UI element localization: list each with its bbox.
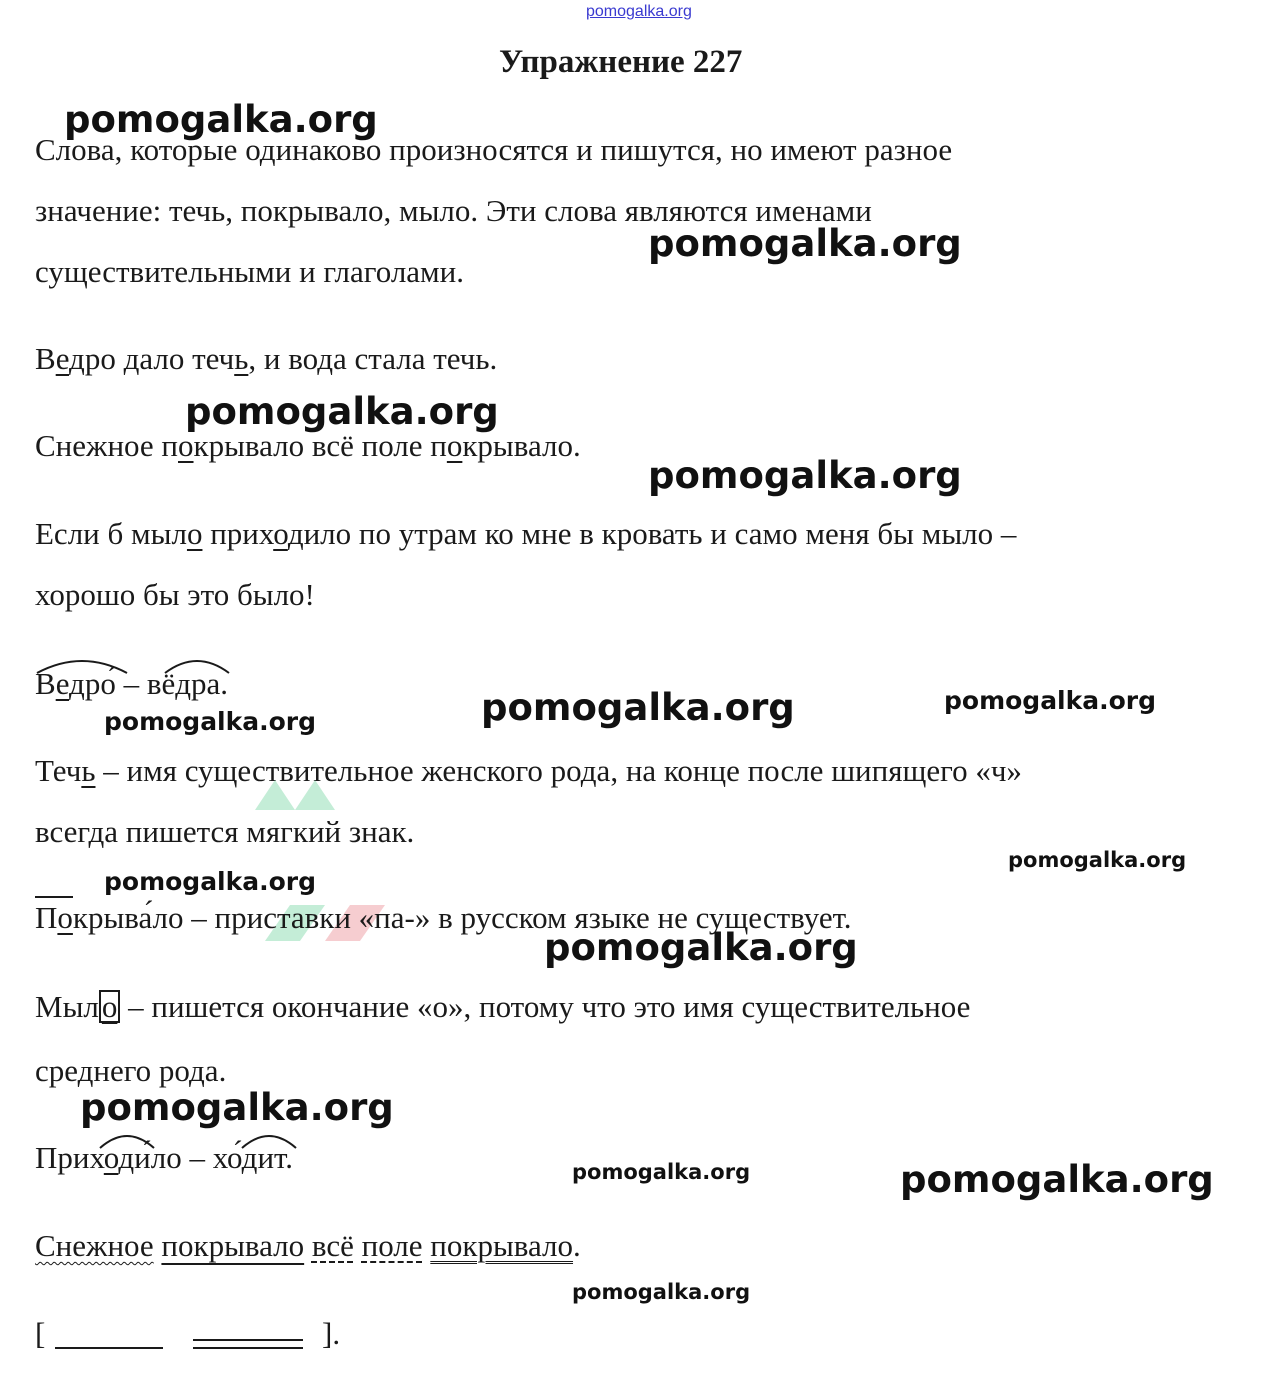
intro-line-3: существительными и глаголами. [35, 254, 465, 289]
watermark: pomogalka.org [1008, 848, 1187, 872]
sentence-vedro: Ведро дало течь, и вода стала течь. [35, 341, 498, 376]
watermark: pomogalka.org [944, 686, 1157, 715]
sentence-mylo-line-2: хорошо бы это было! [35, 577, 315, 612]
parse-word-4: поле [361, 1228, 423, 1263]
reasoning-pokryvalo: Покрыва́ло – приставки «па-» в русском языке не существует. [35, 900, 852, 935]
scheme-open-bracket: [ [35, 1316, 46, 1351]
reasoning-tech-line-1: Течь – имя существительное женского рода, на конце после шипящего «ч» [35, 753, 1022, 788]
sentence-mylo-line-1: Если б мыло приходило по утрам ко мне в кровать и само меня бы мыло – [35, 516, 1017, 551]
scheme-predicate-line-2 [193, 1347, 303, 1349]
ending-box: о [99, 990, 121, 1023]
intro-line-2: значение: течь, покрывало, мыло. Эти слова являются именами [35, 193, 872, 228]
watermark: pomogalka.org [900, 1158, 1214, 1201]
reasoning-tech-line-2: всегда пишется мягкий знак. [35, 814, 415, 849]
ghost-logo-icon [255, 780, 335, 810]
parse-word-3: всё [311, 1228, 354, 1263]
prefix-mark [35, 896, 73, 898]
watermark: pomogalka.org [481, 686, 795, 729]
watermark: pomogalka.org [185, 390, 499, 433]
reasoning-mylo-line-2: среднего рода. [35, 1053, 227, 1088]
watermark: pomogalka.org [544, 926, 858, 969]
top-watermark[interactable]: pomogalka.org [586, 3, 692, 20]
watermark: pomogalka.org [104, 867, 317, 896]
reasoning-mylo-line-1: Мыло – пишется окончание «о», потому что это имя существительное [35, 989, 971, 1024]
sentence-pokryvalo: Снежное покрывало всё поле покрывало. [35, 428, 581, 463]
scheme-close-bracket: ]. [322, 1316, 341, 1351]
parse-word-1: Снежное [35, 1228, 154, 1263]
parse-word-5: покрывало [430, 1228, 574, 1263]
sentence-parse: Снежное покрывало всё поле покрывало. [35, 1228, 581, 1263]
watermark: pomogalka.org [648, 454, 962, 497]
watermark: pomogalka.org [64, 98, 378, 141]
parse-word-2: покрывало [161, 1228, 305, 1263]
watermark: pomogalka.org [572, 1160, 751, 1184]
page-title: Упражнение 227 [499, 44, 743, 80]
scheme-predicate-line-1 [193, 1339, 303, 1341]
watermark: pomogalka.org [80, 1086, 394, 1129]
watermark: pomogalka.org [648, 222, 962, 265]
reasoning-vedro: Ведро́ – вёдра. [35, 666, 229, 701]
scheme-subject-line [55, 1347, 163, 1349]
watermark: pomogalka.org [104, 707, 317, 736]
watermark: pomogalka.org [572, 1280, 751, 1304]
intro-line-1: Слова, которые одинаково произносятся и пишутся, но имеют разное [35, 132, 953, 167]
reasoning-prikhodilo: Приходи́ло – хо́дит. [35, 1140, 294, 1175]
